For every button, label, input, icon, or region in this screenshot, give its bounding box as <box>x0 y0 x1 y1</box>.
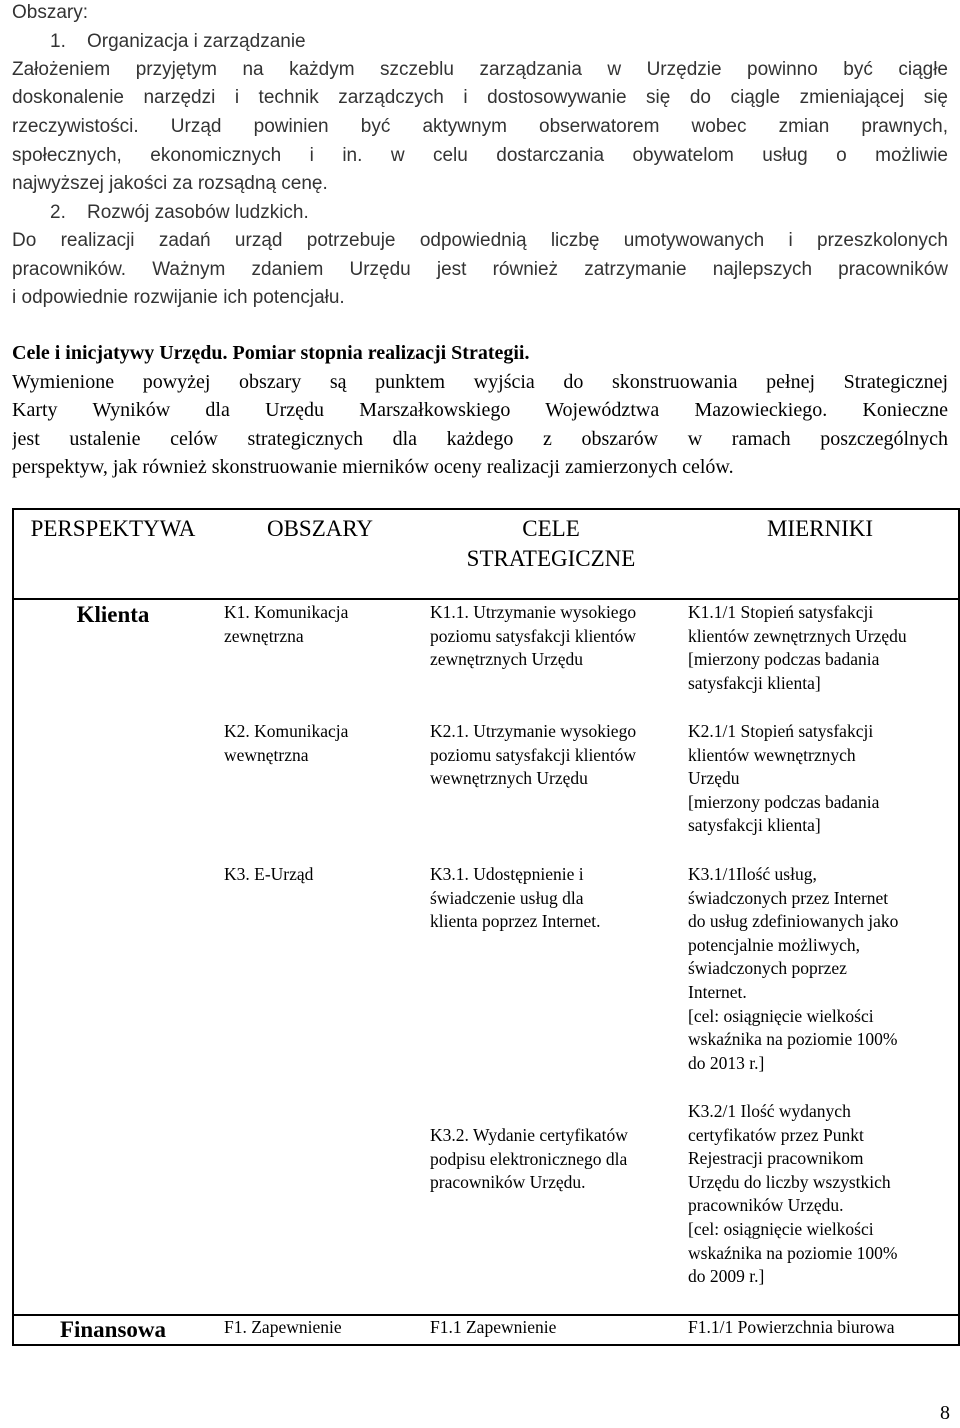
page-number: 8 <box>940 1402 950 1424</box>
miernik-k2-1-1: K2.1/1 Stopień satysfakcji klientów wewnętrznych Urzędu [mierzony podczas badania satysfakcji klienta] <box>688 721 880 836</box>
miernik-k3-1-1: K3.1/1Ilość usług, świadczonych przez Internet do usług zdefiniowanych jako potencjalnie możliwych, świadczonych poprzez Internet. [cel: osiągnięcie wielkości wskaźnika na poziomie 100% do 2013 r.] <box>688 864 899 1073</box>
paragraph-1-line: społecznych, ekonomicznych i in. w celu dostarczania obywatelom usług o możliwie <box>12 145 948 166</box>
obszar-k3: K3. E-Urząd <box>224 864 314 884</box>
cel-k3-2: K3.2. Wydanie certyfikatów podpisu elektronicznego dla pracowników Urzędu. <box>430 1125 628 1193</box>
obszar-k1: K1. Komunikacja zewnętrzna <box>224 602 349 646</box>
section-line: jest ustalenie celów strategicznych dla każdego z obszarów w ramach poszczególnych <box>12 428 948 450</box>
header-perspektywa: PERSPEKTYWA <box>30 516 196 541</box>
paragraph-2-line: i odpowiednie rozwijanie ich potencjału. <box>12 287 345 308</box>
header-divider <box>14 598 958 600</box>
miernik-k1-1-1: K1.1/1 Stopień satysfakcji klientów zewnętrznych Urzędu [mierzony podczas badania satysfakcji klienta] <box>688 602 907 693</box>
item-2-number: 2. <box>50 202 66 223</box>
header-obszary: OBSZARY <box>266 516 374 541</box>
section-line: Wymienione powyżej obszary są punktem wyjścia do skonstruowania pełnej Strategicznej <box>12 371 948 393</box>
header-mierniki: MIERNIKI <box>766 516 874 541</box>
heading-obszary: Obszary: <box>12 2 89 23</box>
perspective-klienta: Klienta <box>76 602 150 627</box>
miernik-f1-1-1: F1.1/1 Powierzchnia biurowa <box>688 1317 895 1337</box>
cel-k2-1: K2.1. Utrzymanie wysokiego poziomu satysfakcji klientów wewnętrznych Urzędu <box>430 721 637 789</box>
cel-f1-1: F1.1 Zapewnienie <box>430 1317 557 1337</box>
paragraph-1-line: doskonalenie narzędzi i technik zarządczych i dostosowywanie się do ciągle zmieniającej się <box>12 87 948 108</box>
section-line: Karty Wyników dla Urzędu Marszałkowskiego Województwa Mazowieckiego. Konieczne <box>12 399 948 421</box>
item-1-title: Organizacja i zarządzanie <box>87 31 306 52</box>
paragraph-1-line: Założeniem przyjętym na każdym szczeblu zarządzania w Urzędzie powinno być ciągłe <box>12 59 948 80</box>
cel-k1-1: K1.1. Utrzymanie wysokiego poziomu satysfakcji klientów zewnętrznych Urzędu <box>430 602 637 670</box>
header-cele-strategiczne: CELE STRATEGICZNE <box>466 516 636 571</box>
paragraph-2-line: pracowników. Ważnym zdaniem Urzędu jest również zatrzymanie najlepszych pracowników <box>12 259 948 280</box>
paragraph-1-line: najwyższej jakości za rozsądną cenę. <box>12 173 328 194</box>
perspective-finansowa: Finansowa <box>59 1317 167 1342</box>
paragraph-1-line: rzeczywistości. Urząd powinien być aktywnym obserwatorem wobec zmian prawnych, <box>12 116 948 137</box>
cel-k3-1: K3.1. Udostępnienie i świadczenie usług dla klienta poprzez Internet. <box>430 864 601 932</box>
section-title: Cele i inicjatywy Urzędu. Pomiar stopnia realizacji Strategii. <box>12 342 530 364</box>
item-2-title: Rozwój zasobów ludzkich. <box>87 202 309 223</box>
item-1-number: 1. <box>50 31 66 52</box>
obszar-k2: K2. Komunikacja wewnętrzna <box>224 721 349 765</box>
obszar-f1: F1. Zapewnienie <box>224 1317 342 1337</box>
section-line: perspektyw, jak również skonstruowanie mierników oceny realizacji zamierzonych celów. <box>12 456 734 478</box>
paragraph-2-line: Do realizacji zadań urząd potrzebuje odpowiednią liczbę umotywowanych i przeszkolonych <box>12 230 948 251</box>
strategy-table <box>12 508 960 1346</box>
miernik-k3-2-1: K3.2/1 Ilość wydanych certyfikatów przez Punkt Rejestracji pracownikom Urzędu do liczby wszystkich pracowników Urzędu. [cel: osiągnięcie wielkości wskaźnika na poziomie 100% do 2009 r.] <box>688 1101 898 1287</box>
